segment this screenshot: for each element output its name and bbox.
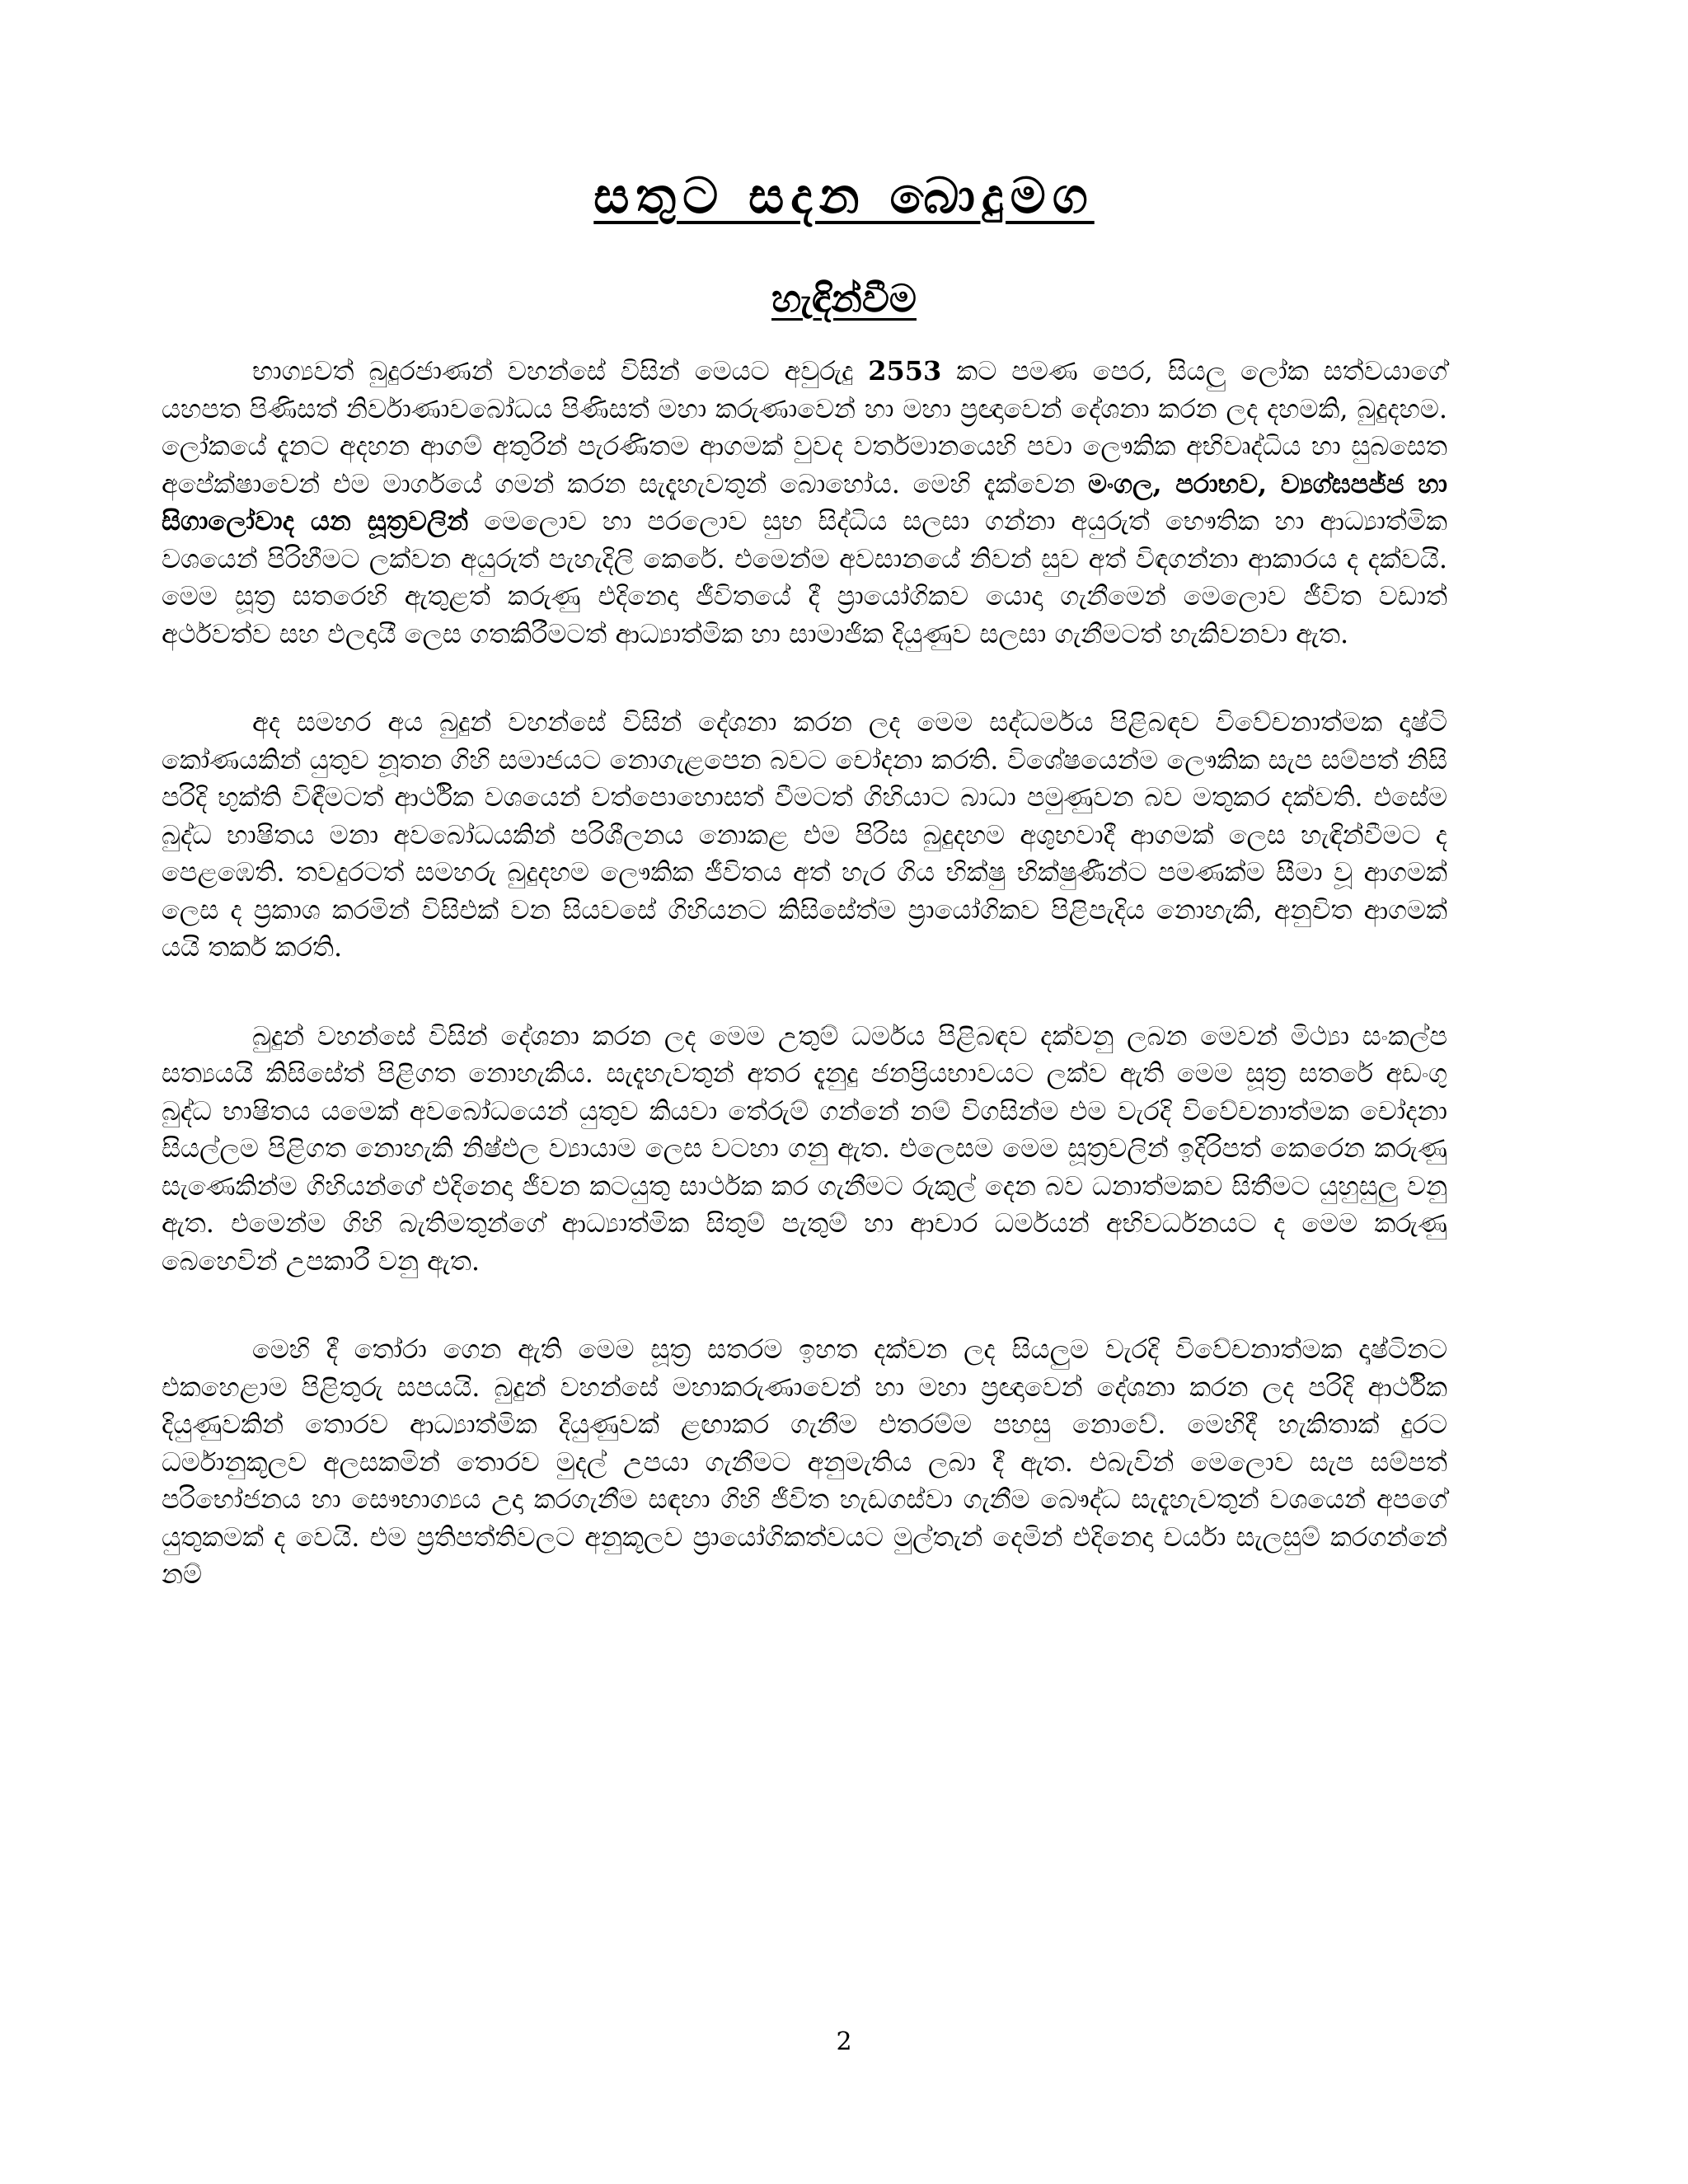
paragraph-text: මෙහි දී තෝරා ගෙන ඇති මෙම සූත්‍ර සතරම ඉහත දක්වන ලද සියලුම වැරදි විවේචනාත්මක දෘෂ්ටිනට එකහෙළාම පිළිතුරු සපයයි. බුදුන් වහන්සේ මහාකරුණාවෙන් හා මහා ප්‍රඥාවෙන් දේශනා කරන ලද පරිදි ආර්ථික දියුණුවකින් තොරව ආධ්‍යාත්මික දියුණුවක් ළඟාකර ගැනීම එතරම්ම පහසු නොවේ. මෙහිදී හැකිතාක් දුරට ධර්මානුකූලව අලසකමින් තොරව මුදල් උපයා ගැනීමට අනුමැතිය ලබා දී ඇත. එබැවින් මෙලොව සැප සම්පත් පරිභෝජනය හා සෞභාග්‍යය උදා කරගැනීම සඳහා ගිහි ජීවිත හැඩගස්වා ගැනීම බෞද්ධ සැදැහැවතුන් වශයෙන් අපගේ යුතුකමක් ද වෙයි. එම ප්‍රතිපත්තිවලට අනුකූලව ප්‍රායෝගිකත්වයට මුල්තැන් දෙමින් එදිනෙදා චර්යා සැලසුම් කරගන්නේ නම් bbox=[162, 1333, 1447, 1590]
paragraph-text: මෙලොව හා පරලොව සුභ සිද්ධිය සලසා ගන්නා අයුරුත් භෞතික හා ආධ්‍යාත්මික වශයෙන් පිරිහීමට ලක්වන අයුරුත් පැහැදිලි කෙරේ. එමෙන්ම අවසානයේ නිවන් සුව අත් විඳගන්නා ආකාරය ද දක්වයි. මෙම සූත්‍ර සතරෙහි ඇතුළත් කරුණු එදිනෙදා ජීවිතයේ දී ප්‍රායෝගිකව යොදා ගැනීමෙන් මෙලොව ජීවිත වඩාත් අර්ථවත්ව සහ ඵලදායී ලෙස ගතකිරීමටත් ආධ්‍යාත්මික හා සාමාජික දියුණුව සලසා ගැනීමටත් හැකිවනවා ඇත. bbox=[162, 505, 1447, 649]
sutta-names: මංගල, පරාභව, ව්‍යග්ඝපජ්ජ හා සිගාලෝවාද යන සූත්‍රවලින් bbox=[162, 467, 1447, 537]
year-number: 2553 bbox=[868, 355, 942, 387]
paragraph-1 bbox=[162, 353, 1447, 653]
paragraph-text: බුදුන් වහන්සේ විසින් දේශනා කරන ලද මෙම උතුම් ධර්මය පිළිබඳව දක්වනු ලබන මෙවන් මිථ්‍යා සංකල්ප සත්‍යයයි කිසිසේත් පිළිගත නොහැකිය. සැදැහැවතුන් අතර දැනුදු ජනප්‍රියභාවයට ලක්ව ඇති මෙම සූත්‍ර සතරේ අඩංගු බුද්ධ භාෂිතය යමෙක් අවබෝධයෙන් යුතුව කියවා තේරුම් ගන්නේ නම් විගසින්ම එම වැරදි විවේචනාත්මක චෝදනා සියල්ලම පිළිගත නොහැකි නිෂ්ඵල ව්‍යායාම ලෙස වටහා ගනු ඇත. එලෙසම මෙම සූත්‍රවලින් ඉදිරිපත් කෙරෙන කරුණු සැණෙකින්ම ගිහියන්ගේ එදිනෙදා ජීවන කටයුතු සාර්ථක කර ගැනීමට රුකුල් දෙන බව ධනාත්මකව සිතීමට යුහුසුලු වනු ඇත. එමෙන්ම ගිහි බැතිමතුන්ගේ ආධ්‍යාත්මික සිතුම් පැතුම් හා ආචාර ධර්මයන් අභිවර්ධනයට ද මෙම කරුණු බෙහෙවින් උපකාරී වනු ඇත. bbox=[162, 1019, 1447, 1277]
body-text bbox=[162, 353, 1447, 1645]
paragraph-text: භාග්‍යවත් බුදුරජාණන් වහන්සේ විසින් මෙයට අවුරුදු bbox=[252, 355, 869, 387]
paragraph-3 bbox=[162, 1018, 1447, 1281]
document-title: සතුට සදන බොදුමග bbox=[593, 167, 1095, 225]
paragraph-text: අද සමහර අය බුදුන් වහන්සේ විසින් දේශනා කරන ලද මෙම සද්ධර්මය පිළිබඳව විවේචනාත්මක දෘෂ්ටි කෝණයකින් යුතුව නූතන ගිහි සමාජයට නොගැළපෙන බවට චෝදනා කරති. විශේෂයෙන්ම ලෞකික සැප සම්පත් නිසි පරිදි භුක්ති විඳීමටත් ආර්ථික වශයෙන් වත්පොහොසත් වීමටත් ගිහියාට බාධා පමුණුවන බව මතුකර දක්වති. එසේම බුද්ධ භාෂිතය මනා අවබෝධයකින් පරිශීලනය නොකළ එම පිරිස බුදුදහම අශුභවාදී ආගමක් ලෙස හැඳින්වීමට ද පෙළඹෙති. තවදුරටත් සමහරු බුදුදහම ලෞකික ජීවිතය අත් හැර ගිය භික්ෂු භික්ෂුණීන්ට පමණක්ම සීමා වූ ආගමක් ලෙස ද ප්‍රකාශ කරමින් විසිඑක් වන සියවසේ ගිහියනට කිසිසේත්ම ප්‍රායෝගිකව පිළිපැදිය නොහැකි, අනුචිත ආගමක් යයි තර්ක කරති. bbox=[162, 706, 1447, 963]
paragraph-4 bbox=[162, 1331, 1447, 1594]
section-heading: හැඳින්වීම bbox=[771, 276, 917, 321]
page-number: 2 bbox=[836, 2027, 852, 2056]
paragraph-2 bbox=[162, 704, 1447, 967]
paragraph-text: කට පමණ පෙර, සියලු ලෝක සත්වයාගේ යහපත පිණිසත් නිර්වාණාවබෝධය පිණිසත් මහා කරුණාවෙන් හා මහා ප්‍රඥාවෙන් දේශනා කරන ලද දහමකි, බුදුදහම. ලෝකයේ දැනට අදහන ආගම් අතුරින් පැරණිතම ආගමක් වුවද වර්තමානයෙහි පවා ලෞකික අභිවෘද්ධිය හා සුබසෙත අපේක්ෂාවෙන් එම මාර්ගයේ ගමන් කරන සැදැහැවතුන් බොහෝය. මෙහි දැක්වෙන bbox=[162, 355, 1447, 499]
